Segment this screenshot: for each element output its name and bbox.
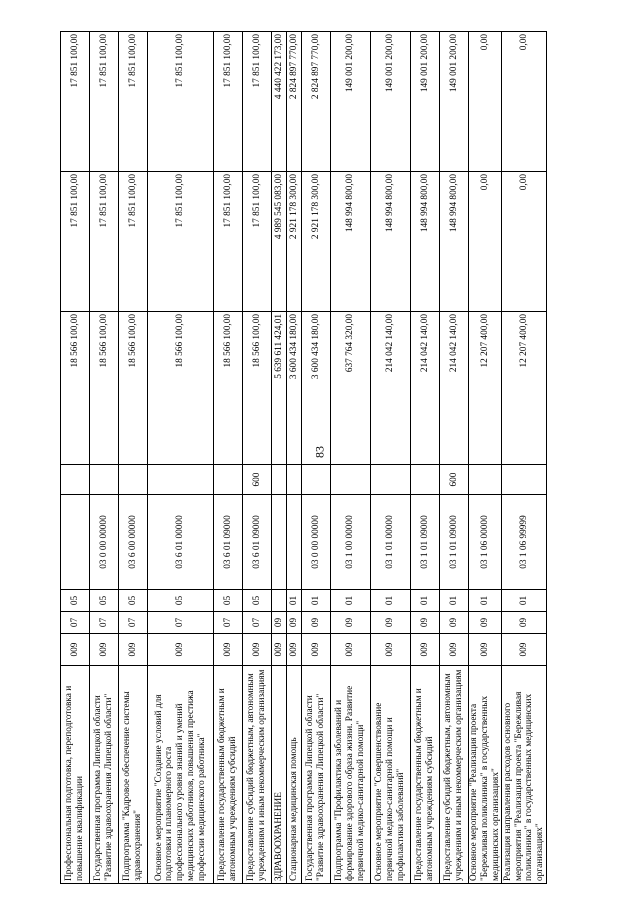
- row-amount-1: 214 042 140,00: [440, 312, 469, 465]
- row-amount-1: 214 042 140,00: [371, 312, 411, 465]
- row-section-code: 09: [371, 612, 411, 634]
- row-amount-2: 148 994 800,00: [331, 172, 371, 312]
- row-expense-type: [411, 465, 440, 495]
- row-expense-type: 600: [440, 465, 469, 495]
- table-row: [148, 32, 214, 884]
- row-amount-1: 18 566 100,00: [90, 312, 119, 465]
- row-amount-2: 17 851 100,00: [243, 172, 272, 312]
- row-amount-3: 4 440 422 173,00: [272, 32, 287, 172]
- row-expense-type: [371, 465, 411, 495]
- table-row: [119, 32, 148, 884]
- row-ved-code: 009: [61, 634, 90, 666]
- row-name: Государственная программа Липецкой области "Развитие здравоохранения Липецкой области": [302, 666, 331, 884]
- row-target-article: 03 6 01 09000: [243, 495, 272, 590]
- table-row: [61, 32, 90, 884]
- row-subsection-code: 05: [243, 590, 272, 612]
- row-amount-2: 17 851 100,00: [119, 172, 148, 312]
- row-amount-2: 148 994 800,00: [371, 172, 411, 312]
- row-section-code: 07: [119, 612, 148, 634]
- row-amount-3: 149 001 200,00: [371, 32, 411, 172]
- row-target-article: [272, 495, 287, 590]
- row-amount-1: 3 600 434 180,00: [302, 312, 331, 465]
- row-name: Основное мероприятие "Реализация проекта "Бережливая поликлиника" в государственных медицинских организациях": [469, 666, 502, 884]
- row-section-code: 07: [90, 612, 119, 634]
- row-amount-2: 0,00: [469, 172, 502, 312]
- row-name: Предоставление субсидий бюджетным, автономным учреждениям и иным некоммерческим организациям: [243, 666, 272, 884]
- row-subsection-code: 01: [469, 590, 502, 612]
- row-section-code: 07: [243, 612, 272, 634]
- row-subsection-code: 05: [90, 590, 119, 612]
- row-section-code: 07: [214, 612, 243, 634]
- row-expense-type: [469, 465, 502, 495]
- row-amount-1: 18 566 100,00: [243, 312, 272, 465]
- row-ved-code: 009: [119, 634, 148, 666]
- row-expense-type: [148, 465, 214, 495]
- row-target-article: 03 6 01 09000: [214, 495, 243, 590]
- row-amount-2: 148 994 800,00: [411, 172, 440, 312]
- table-row: [440, 32, 469, 884]
- row-ved-code: 009: [214, 634, 243, 666]
- row-subsection-code: 05: [214, 590, 243, 612]
- table-row: [371, 32, 411, 884]
- row-name: Подпрограмма "Профилактика заболеваний и формирование здорового образа жизни. Развитие первичной медико-санитарной помощи": [331, 666, 371, 884]
- row-name: Основное мероприятие "Совершенствование первичной медико-санитарной помощи и профилактики заболеваний": [371, 666, 411, 884]
- row-target-article: 03 1 01 00000: [371, 495, 411, 590]
- row-target-article: 03 6 00 00000: [119, 495, 148, 590]
- row-subsection-code: 01: [287, 590, 302, 612]
- table-row: [243, 32, 272, 884]
- row-amount-3: 17 851 100,00: [119, 32, 148, 172]
- row-ved-code: 009: [411, 634, 440, 666]
- row-amount-1: 18 566 100,00: [214, 312, 243, 465]
- row-name: Стационарная медицинская помощь: [287, 666, 302, 884]
- row-name: Предоставление государственным бюджетным и автономным учреждениям субсидий: [411, 666, 440, 884]
- row-expense-type: [61, 465, 90, 495]
- row-subsection-code: 01: [502, 590, 547, 612]
- table-row: [302, 32, 331, 884]
- row-expense-type: [287, 465, 302, 495]
- row-expense-type: 600: [243, 465, 272, 495]
- row-target-article: 03 1 01 09000: [440, 495, 469, 590]
- row-amount-3: 2 824 897 770,00: [287, 32, 302, 172]
- row-amount-1: 214 042 140,00: [411, 312, 440, 465]
- row-name: Предоставление государственным бюджетным и автономным учреждениям субсидий: [214, 666, 243, 884]
- row-amount-3: 149 001 200,00: [411, 32, 440, 172]
- row-amount-1: 12 207 400,00: [469, 312, 502, 465]
- row-amount-3: 17 851 100,00: [90, 32, 119, 172]
- row-amount-2: 17 851 100,00: [90, 172, 119, 312]
- row-expense-type: [119, 465, 148, 495]
- row-target-article: 03 0 00 00000: [302, 495, 331, 590]
- row-target-article: 03 1 06 00000: [469, 495, 502, 590]
- row-amount-1: 12 207 400,00: [502, 312, 547, 465]
- budget-table: [60, 31, 547, 884]
- row-amount-3: 0,00: [502, 32, 547, 172]
- row-section-code: 09: [331, 612, 371, 634]
- table-row: [469, 32, 502, 884]
- row-expense-type: [214, 465, 243, 495]
- table-row: [411, 32, 440, 884]
- row-section-code: 09: [272, 612, 287, 634]
- table-row: [502, 32, 547, 884]
- row-name: ЗДРАВООХРАНЕНИЕ: [272, 666, 287, 884]
- table-row: [90, 32, 119, 884]
- row-subsection-code: 05: [61, 590, 90, 612]
- row-amount-1: 637 764 320,00: [331, 312, 371, 465]
- table-row: [214, 32, 243, 884]
- row-subsection-code: 05: [119, 590, 148, 612]
- row-section-code: 09: [287, 612, 302, 634]
- row-ved-code: 009: [90, 634, 119, 666]
- row-name: Подпрограмма "Кадровое обеспечение системы здравоохранения": [119, 666, 148, 884]
- row-amount-1: 5 639 611 424,01: [272, 312, 287, 465]
- row-ved-code: 009: [440, 634, 469, 666]
- row-expense-type: [502, 465, 547, 495]
- row-ved-code: 009: [272, 634, 287, 666]
- row-name: Профессиональная подготовка, переподготовка и повышение квалификации: [61, 666, 90, 884]
- row-name: Государственная программа Липецкой области "Развитие здравоохранения Липецкой области": [90, 666, 119, 884]
- table-row: [331, 32, 371, 884]
- row-subsection-code: 05: [148, 590, 214, 612]
- row-expense-type: [302, 465, 331, 495]
- row-subsection-code: [272, 590, 287, 612]
- row-ved-code: 009: [502, 634, 547, 666]
- row-target-article: 03 6 01 00000: [148, 495, 214, 590]
- row-amount-3: 149 001 200,00: [440, 32, 469, 172]
- row-amount-3: 149 001 200,00: [331, 32, 371, 172]
- page-number: 83: [312, 446, 327, 458]
- row-ved-code: 009: [302, 634, 331, 666]
- row-expense-type: [331, 465, 371, 495]
- row-amount-1: 18 566 100,00: [148, 312, 214, 465]
- row-amount-2: 17 851 100,00: [61, 172, 90, 312]
- row-target-article: [61, 495, 90, 590]
- row-amount-3: 17 851 100,00: [243, 32, 272, 172]
- row-expense-type: [90, 465, 119, 495]
- row-amount-2: 17 851 100,00: [148, 172, 214, 312]
- row-section-code: 09: [302, 612, 331, 634]
- row-amount-3: 17 851 100,00: [148, 32, 214, 172]
- row-amount-3: 17 851 100,00: [214, 32, 243, 172]
- row-amount-2: 2 921 178 300,00: [302, 172, 331, 312]
- row-subsection-code: 01: [331, 590, 371, 612]
- row-section-code: 09: [502, 612, 547, 634]
- row-name: Реализация направления расходов основного мероприятия "Реализация проекта "Бережливая поликлиника" в государственных медицинских организациях": [502, 666, 547, 884]
- row-subsection-code: 01: [302, 590, 331, 612]
- row-target-article: 03 0 00 00000: [90, 495, 119, 590]
- row-target-article: 03 1 01 09000: [411, 495, 440, 590]
- row-amount-3: 17 851 100,00: [61, 32, 90, 172]
- row-subsection-code: 01: [371, 590, 411, 612]
- row-amount-1: 18 566 100,00: [61, 312, 90, 465]
- row-target-article: 03 1 00 00000: [331, 495, 371, 590]
- row-expense-type: [272, 465, 287, 495]
- row-amount-2: 0,00: [502, 172, 547, 312]
- row-ved-code: 009: [331, 634, 371, 666]
- row-section-code: 07: [61, 612, 90, 634]
- row-section-code: 07: [148, 612, 214, 634]
- row-ved-code: 009: [148, 634, 214, 666]
- row-section-code: 09: [411, 612, 440, 634]
- row-name: Основное мероприятие "Создание условий для подготовки и планомерного роста профессионального уровня знаний и умений медицинских работников, повышения престижа профессии медицинского работника": [148, 666, 214, 884]
- row-amount-1: 3 600 434 180,00: [287, 312, 302, 465]
- row-amount-3: 2 824 897 770,00: [302, 32, 331, 172]
- row-amount-1: 18 566 100,00: [119, 312, 148, 465]
- row-amount-2: 2 921 178 300,00: [287, 172, 302, 312]
- table-row: [272, 32, 287, 884]
- row-ved-code: 009: [469, 634, 502, 666]
- row-name: Предоставление субсидий бюджетным, автономным учреждениям и иным некоммерческим организациям: [440, 666, 469, 884]
- row-section-code: 09: [440, 612, 469, 634]
- row-subsection-code: 01: [440, 590, 469, 612]
- row-section-code: 09: [469, 612, 502, 634]
- row-amount-2: 148 994 800,00: [440, 172, 469, 312]
- row-target-article: 03 1 06 99999: [502, 495, 547, 590]
- row-amount-3: 0,00: [469, 32, 502, 172]
- row-amount-2: 4 989 545 083,00: [272, 172, 287, 312]
- table-row: [287, 32, 302, 884]
- row-amount-2: 17 851 100,00: [214, 172, 243, 312]
- row-target-article: [287, 495, 302, 590]
- row-ved-code: 009: [287, 634, 302, 666]
- row-subsection-code: 01: [411, 590, 440, 612]
- rotated-table-area: [60, 32, 546, 884]
- row-ved-code: 009: [371, 634, 411, 666]
- row-ved-code: 009: [243, 634, 272, 666]
